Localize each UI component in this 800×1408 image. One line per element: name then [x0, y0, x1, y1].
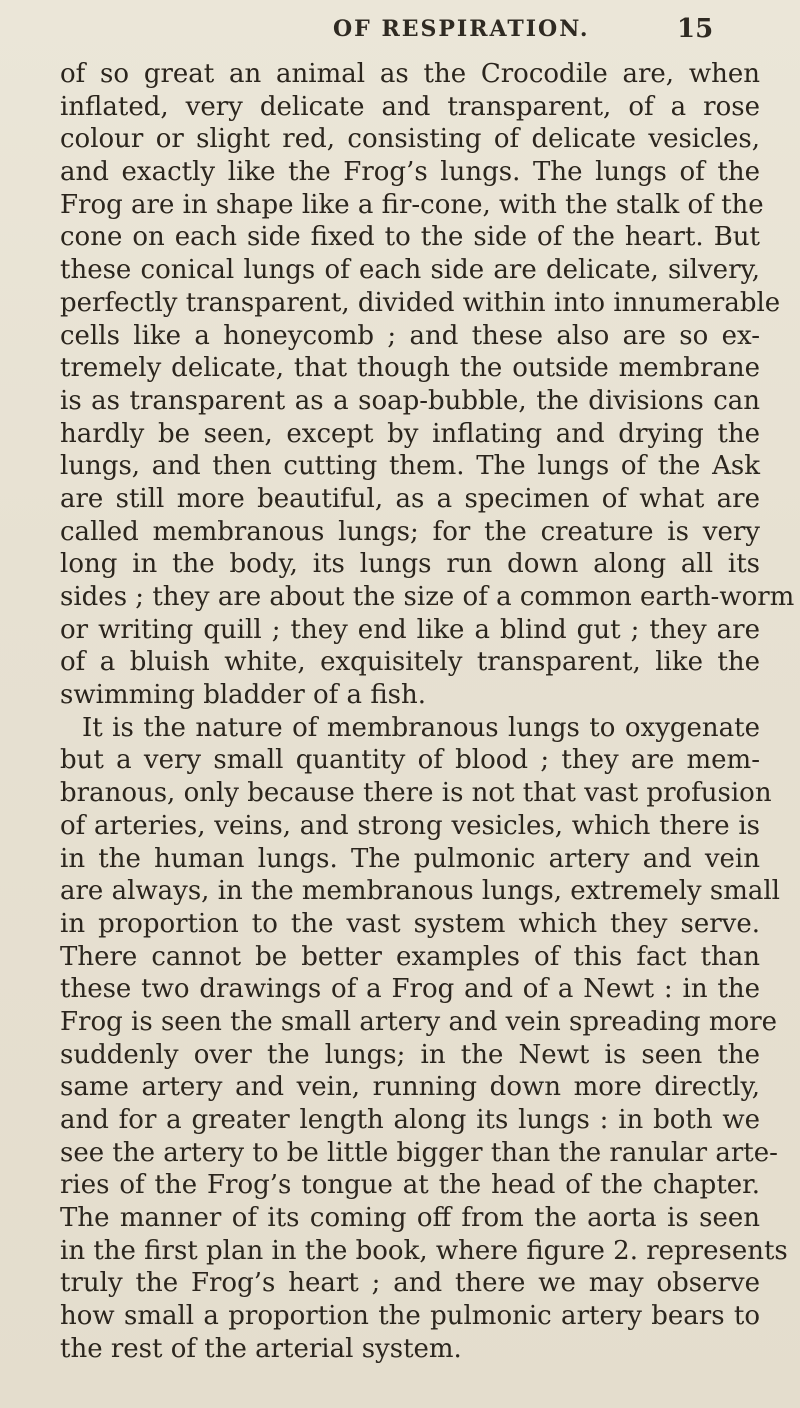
text-line: Frog is seen the small artery and vein spreading more — [60, 1006, 778, 1037]
text-line: Frog are in shape like a fir-cone, with the stalk of the — [60, 189, 764, 220]
paragraph-end-line: the rest of the arterial system. — [60, 1333, 462, 1364]
text-line: colour or slight red, consisting of delicate vesicles, — [60, 124, 760, 155]
body-text — [60, 58, 795, 1366]
text-line: cells like a honeycomb ; and these also are so ex- — [60, 320, 760, 351]
text-line: perfectly transparent, divided within into innumerable — [60, 287, 781, 318]
text-line: how small a proportion the pulmonic artery bears to — [60, 1301, 760, 1332]
text-line: these two drawings of a Frog and of a Newt : in the — [60, 974, 760, 1005]
text-line: are always, in the membranous lungs, extremely small — [60, 876, 780, 907]
text-line: and exactly like the Frog’s lungs. The lungs of the — [60, 157, 760, 188]
text-line: but a very small quantity of blood ; they are mem- — [60, 745, 760, 776]
text-line: same artery and vein, running down more directly, — [60, 1072, 760, 1103]
text-line: is as transparent as a soap-bubble, the divisions can — [60, 385, 760, 416]
text-line: of a bluish white, exquisitely transparent, like the — [60, 647, 760, 678]
text-line: hardly be seen, except by inflating and drying the — [60, 418, 760, 449]
text-line: or writing quill ; they end like a blind gut ; they are — [60, 614, 760, 645]
text-line: long in the body, its lungs run down along all its — [60, 549, 760, 580]
text-line: There cannot be better examples of this fact than — [60, 941, 760, 972]
text-line: in the human lungs. The pulmonic artery and vein — [60, 843, 760, 874]
text-line: truly the Frog’s heart ; and there we may observe — [60, 1268, 760, 1299]
text-line: of so great an animal as the Crocodile are, when — [60, 59, 760, 89]
text-line: ries of the Frog’s tongue at the head of the chapter. — [60, 1170, 760, 1201]
running-title: OF RESPIRATION. — [333, 16, 590, 42]
text-line: suddenly over the lungs; in the Newt is seen the — [60, 1039, 760, 1070]
text-line: of arteries, veins, and strong vesicles, which there is — [60, 810, 760, 841]
page-number: 15 — [677, 14, 714, 44]
text-line: inflated, very delicate and transparent, of a rose — [60, 91, 760, 122]
text-line: in the first plan in the book, where figure 2. represents — [60, 1235, 788, 1266]
text-line: The manner of its coming off from the aorta is seen — [60, 1203, 760, 1234]
text-line: cone on each side fixed to the side of the heart. But — [60, 222, 760, 253]
paragraph-start-line: It is the nature of membranous lungs to oxygenate — [82, 712, 760, 743]
text-line: and for a greater length along its lungs : in both we — [60, 1105, 760, 1135]
text-line: lungs, and then cutting them. The lungs of the Ask — [60, 451, 760, 482]
text-line: see the artery to be little bigger than the ranular arte- — [60, 1137, 778, 1168]
text-line: tremely delicate, that though the outside membrane — [60, 353, 760, 384]
text-line: branous, only because there is not that vast profusion — [60, 778, 772, 809]
page-header — [0, 8, 800, 48]
text-line: are still more beautiful, as a specimen of what are — [60, 483, 760, 514]
text-line: sides ; they are about the size of a common earth-worm — [60, 582, 795, 612]
text-line: called membranous lungs; for the creature is very — [60, 516, 760, 547]
paragraph-end-line: swimming bladder of a fish. — [60, 680, 427, 711]
text-line: these conical lungs of each side are delicate, silvery, — [60, 255, 760, 286]
text-line: in proportion to the vast system which they serve. — [60, 908, 760, 939]
